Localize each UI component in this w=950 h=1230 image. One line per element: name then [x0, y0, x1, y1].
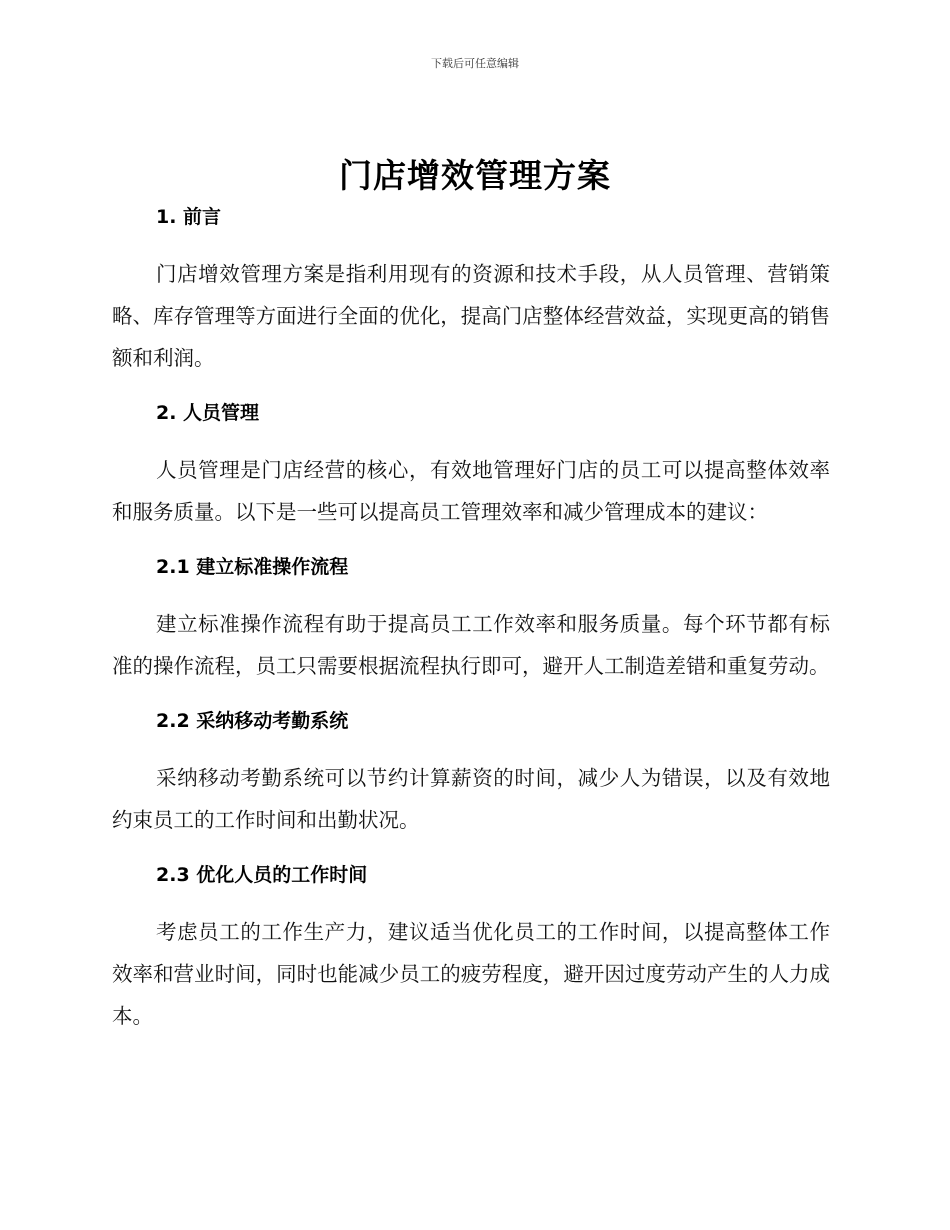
header-note: 下载后可任意编辑 — [431, 57, 519, 70]
section-heading-staff-management: 2. 人员管理 — [156, 402, 260, 424]
section-paragraph-standard-procedures: 建立标准操作流程有助于提高员工工作效率和服务质量。每个环节都有标准的操作流程，员工只需要根据流程执行即可，避开人工制造差错和重复劳动。 — [112, 612, 830, 678]
section-paragraph-preface: 门店增效管理方案是指利用现有的资源和技术手段，从人员管理、营销策略、库存管理等方面进行全面的优化，提高门店整体经营效益，实现更高的销售额和利润。 — [112, 262, 830, 370]
section-heading-mobile-attendance: 2.2 采纳移动考勤系统 — [156, 710, 349, 732]
section-heading-standard-procedures: 2.1 建立标准操作流程 — [156, 556, 349, 578]
section-heading-working-hours: 2.3 优化人员的工作时间 — [156, 864, 368, 886]
section-paragraph-mobile-attendance: 采纳移动考勤系统可以节约计算薪资的时间，减少人为错误，以及有效地约束员工的工作时间和出勤状况。 — [112, 766, 830, 832]
section-paragraph-staff-management: 人员管理是门店经营的核心，有效地管理好门店的员工可以提高整体效率和服务质量。以下是一些可以提高员工管理效率和减少管理成本的建议： — [112, 458, 830, 524]
document-body — [112, 203, 830, 1037]
section-heading-preface: 1. 前言 — [156, 206, 222, 228]
document-title: 门店增效管理方案 — [339, 156, 611, 195]
section-paragraph-working-hours: 考虑员工的工作生产力，建议适当优化员工的工作时间，以提高整体工作效率和营业时间，同时也能减少员工的疲劳程度，避开因过度劳动产生的人力成本。 — [112, 920, 830, 1028]
